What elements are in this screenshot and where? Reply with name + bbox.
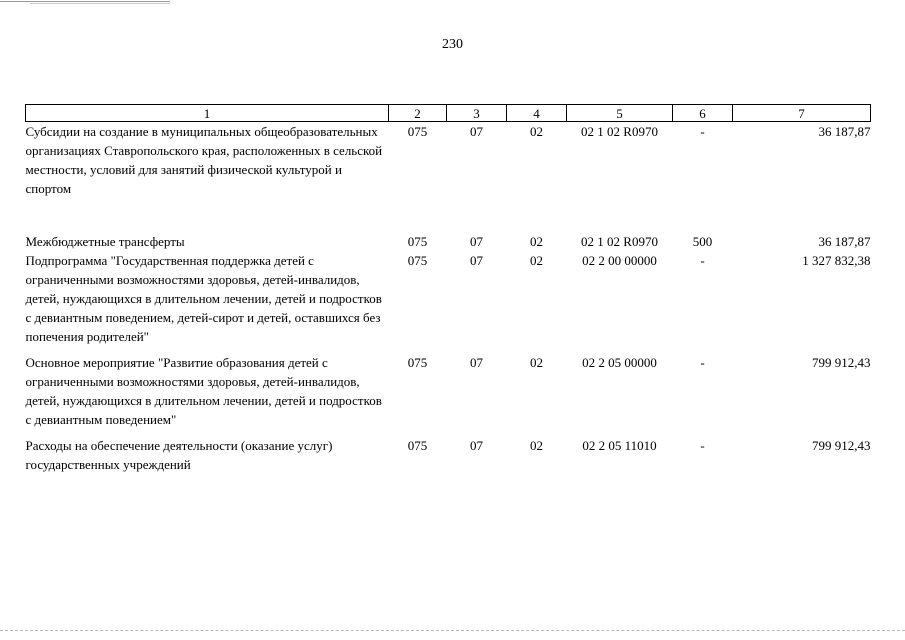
ministry-code: 075 — [407, 253, 428, 268]
table-row — [26, 232, 871, 251]
column-header: 7 — [733, 105, 871, 122]
subsection-code: 02 — [530, 438, 543, 453]
section-code: 07 — [470, 124, 483, 139]
target-code: 02 1 02 R0970 — [581, 234, 658, 249]
subsection-code: 02 — [530, 253, 543, 268]
target-code: 02 2 05 00000 — [582, 355, 657, 370]
ministry-code: 075 — [407, 234, 428, 249]
amount: 799 912,43 — [812, 438, 871, 453]
column-header: 2 — [389, 105, 447, 122]
amount: 799 912,43 — [812, 355, 871, 370]
table-header-row — [26, 105, 871, 122]
amount: 36 187,87 — [818, 234, 871, 249]
expense-type: - — [700, 355, 705, 370]
ministry-code: 075 — [407, 355, 428, 370]
amount: 36 187,87 — [818, 124, 871, 139]
column-header: 1 — [26, 105, 389, 122]
expense-type: - — [700, 124, 705, 139]
expense-type: - — [700, 253, 705, 268]
row-name: Подпрограмма "Государственная поддержка детей с ограниченными возможностями здоровья, детей-инвалидов, детей, нуждающихся в длительном лечении, детей и подростков с девиантным поведением, детей-сирот и детей, оставшихся без попечения родителей" — [25, 253, 382, 344]
table-row — [26, 122, 871, 199]
target-code: 02 2 00 00000 — [582, 253, 657, 268]
subsection-code: 02 — [530, 124, 543, 139]
section-code: 07 — [470, 355, 483, 370]
expense-type: 500 — [692, 234, 713, 249]
expense-type: - — [700, 438, 705, 453]
target-code: 02 1 02 R0970 — [581, 124, 658, 139]
ministry-code: 075 — [407, 438, 428, 453]
ministry-code: 075 — [407, 124, 428, 139]
column-header: 3 — [447, 105, 507, 122]
section-code: 07 — [470, 234, 483, 249]
scan-artifact-line — [0, 1, 170, 2]
scan-artifact-line — [30, 3, 170, 4]
row-name: Расходы на обеспечение деятельности (оказание услуг) государственных учреждений — [25, 438, 333, 472]
subsection-code: 02 — [530, 355, 543, 370]
table-row — [26, 353, 871, 429]
budget-table — [25, 104, 871, 474]
scan-artifact-line — [0, 630, 905, 633]
target-code: 02 2 05 11010 — [582, 438, 657, 453]
subsection-code: 02 — [530, 234, 543, 249]
column-header: 5 — [567, 105, 673, 122]
column-header: 6 — [673, 105, 733, 122]
page-number: 230 — [442, 37, 463, 52]
amount: 1 327 832,38 — [802, 253, 871, 268]
row-name: Межбюджетные трансферты — [25, 234, 185, 249]
row-name: Субсидии на создание в муниципальных общеобразовательных организациях Ставропольского края, расположенных в сельской местности, условий для занятий физической культурой и спортом — [25, 124, 383, 196]
row-name: Основное мероприятие "Развитие образования детей с ограниченными возможностями здоровья, детей-инвалидов, детей, нуждающихся в длительном лечении, детей и подростков с девиантным поведением" — [25, 355, 382, 427]
table-row — [26, 251, 871, 346]
table-row — [26, 436, 871, 474]
column-header: 4 — [507, 105, 567, 122]
section-code: 07 — [470, 438, 483, 453]
section-code: 07 — [470, 253, 483, 268]
